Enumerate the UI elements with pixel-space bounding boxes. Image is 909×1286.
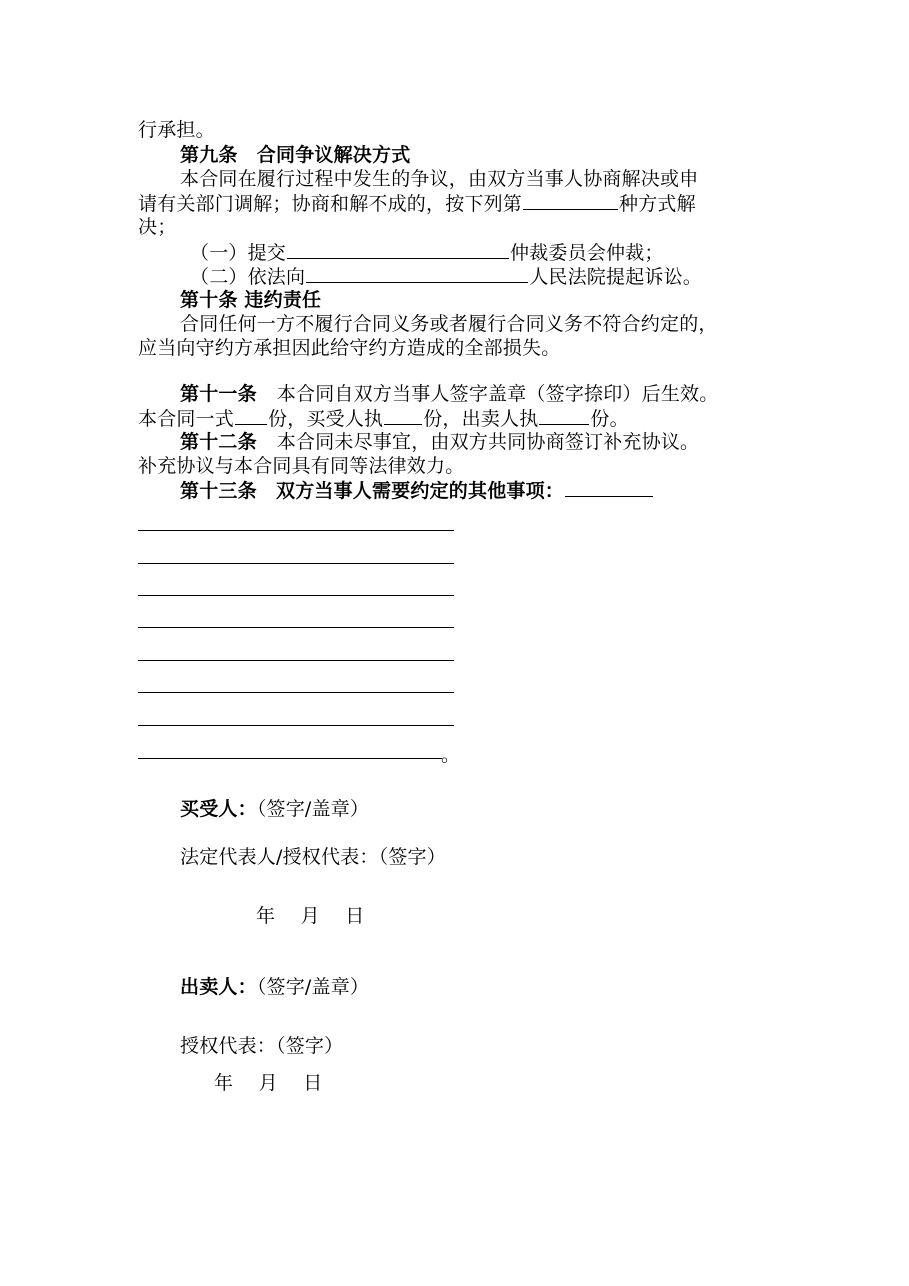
seller-copies-blank — [539, 406, 589, 425]
paragraph-continuation: 行承担。 — [138, 119, 215, 141]
article-9-heading: 第九条 合同争议解决方式 — [180, 144, 411, 166]
blank-line — [138, 660, 454, 661]
article-11-line-2 — [138, 406, 629, 431]
arbitration-committee-blank — [287, 240, 509, 259]
buyer-copies-blank — [384, 406, 422, 425]
seller-signature-line — [180, 975, 369, 999]
option-litigation — [190, 264, 702, 289]
option-arbitration — [190, 240, 664, 265]
article-12-heading: 第十二条 — [180, 431, 257, 453]
buyer-copies-label: 份，买受人执 — [268, 408, 384, 430]
article-9-line-1: 本合同在履行过程中发生的争议，由双方当事人协商解决或申 — [180, 168, 699, 190]
buyer-sign-note: （签字/盖章） — [256, 798, 370, 820]
court-blank — [306, 264, 528, 283]
article-9-line-2 — [138, 191, 696, 216]
article-9-line-2-text: 请有关部门调解；协商和解不成的，按下列第 — [138, 193, 523, 215]
blank-line — [138, 563, 454, 564]
copies-total-blank — [235, 406, 267, 425]
option-litigation-label: （二）依法向 — [190, 266, 306, 288]
option-arbitration-label: （一）提交 — [190, 242, 287, 264]
article-13-heading — [180, 478, 654, 503]
article-11-heading: 第十一条 — [180, 383, 257, 405]
article-12-line-2: 补充协议与本合同具有同等法律效力。 — [138, 455, 465, 477]
blank-line — [138, 725, 454, 726]
buyer-signature-line — [180, 797, 369, 821]
option-arbitration-tail: 仲裁委员会仲裁； — [510, 242, 664, 264]
article-10-heading: 第十条 违约责任 — [180, 289, 322, 311]
article-9-line-3: 决； — [138, 216, 177, 238]
seller-copies-label: 份，出卖人执 — [423, 408, 539, 430]
article-13-title: 第十三条 双方当事人需要约定的其他事项： — [180, 480, 565, 502]
buyer-representative: 法定代表人/授权代表：（签字） — [180, 846, 446, 868]
seller-label: 出卖人： — [180, 976, 257, 998]
seller-sign-note: （签字/盖章） — [256, 976, 370, 998]
article-10-line-1: 合同任何一方不履行合同义务或者履行合同义务不符合约定的， — [180, 313, 718, 335]
seller-date: 年 月 日 — [214, 1072, 323, 1094]
article-12-line-1 — [180, 430, 699, 454]
blank-line — [138, 627, 454, 628]
article-11-text: 本合同自双方当事人签字盖章（签字捺印）后生效。 — [276, 383, 719, 405]
seller-representative: 授权代表：（签字） — [180, 1035, 344, 1057]
article-11-line-1 — [180, 382, 718, 406]
blank-line — [138, 758, 442, 759]
option-litigation-tail: 人民法院提起诉讼。 — [529, 266, 703, 288]
article-9-line-2-tail: 种方式解 — [619, 193, 696, 215]
blank-line — [138, 530, 454, 531]
blank-line — [138, 595, 454, 596]
buyer-label: 买受人： — [180, 798, 257, 820]
other-matters-blank — [565, 478, 653, 497]
article-12-text: 本合同未尽事宜，由双方共同协商签订补充协议。 — [276, 431, 700, 453]
copies-total-label: 本合同一式 — [138, 408, 235, 430]
blank-line — [138, 692, 454, 693]
end-mark: 。 — [441, 744, 461, 766]
copies-end: 份。 — [590, 408, 629, 430]
buyer-date: 年 月 日 — [256, 905, 365, 927]
dispute-method-blank — [523, 191, 618, 210]
article-10-line-2: 应当向守约方承担因此给守约方造成的全部损失。 — [138, 337, 561, 359]
